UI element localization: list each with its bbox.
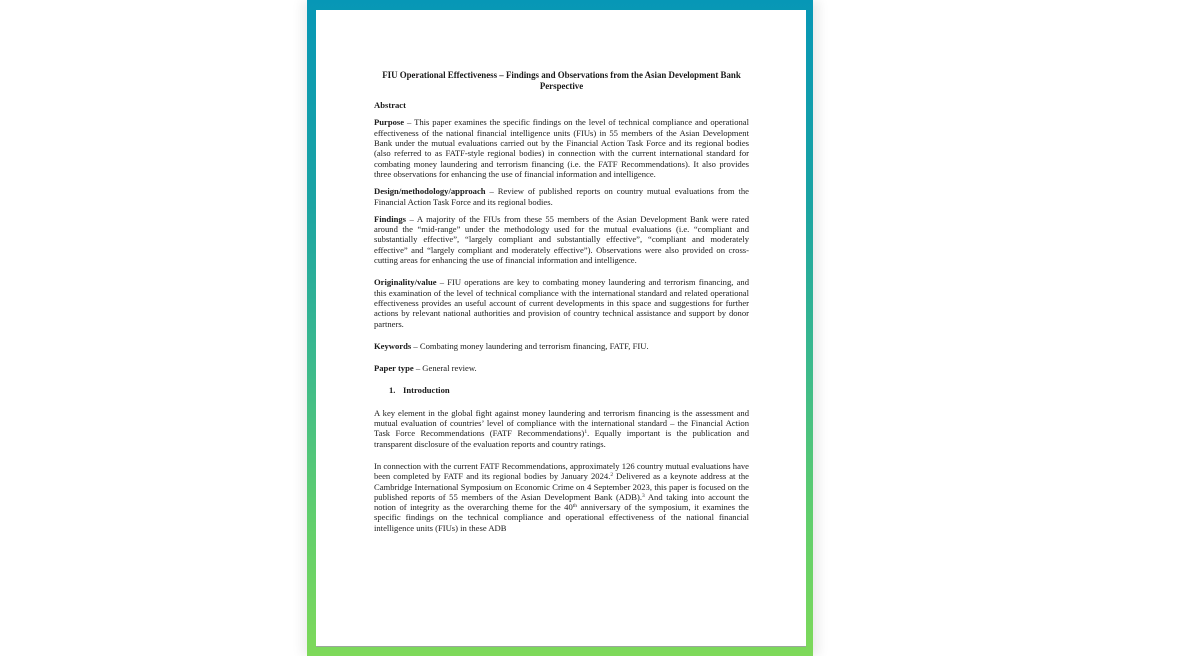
keywords-text: – Combating money laundering and terrorism financing, FATF, FIU. [411,340,649,351]
intro-p2-text-c: And taking into account the notion of integrity as the overarching theme for the 40 [374,491,749,513]
ordinal-suffix: th [572,503,578,510]
section-title: Introduction [403,385,450,396]
footnote-ref-3[interactable]: 3 [641,492,645,499]
design-text: – Review of published reports on country mutual evaluations from the Financial Action Task Force and its regional bodies. [374,186,749,207]
section-number: 1. [389,385,396,396]
abstract-heading: Abstract [374,100,406,111]
findings-label: Findings [374,213,407,224]
paper-type-label: Paper type [374,363,414,374]
intro-p2-text-b: Delivered as a keynote address at the Cambridge International Symposium on Economic Crime on 4 September 2023, this paper is focused on the published reports of 55 members of the Asian Development Bank (ADB). [374,471,749,502]
paper-title: FIU Operational Effectiveness – Findings and Observations from the Asian Development Bank Perspective [382,70,741,91]
keywords-label: Keywords [374,340,412,351]
intro-p2-text-d: anniversary of the symposium, it examines the specific findings on the technical compliance and operational effectiveness of the national financial intelligence units (FIUs) in these ADB [374,502,749,533]
footnote-ref-2[interactable]: 2 [610,472,614,479]
abstract-purpose [374,117,749,179]
intro-p1-text-a: A key element in the global fight against money laundering and terrorism financing is the assessment and mutual evaluation of countries’ level of compliance with the international standard – the Financial Action Task Force Recommendations (FATF Recommendations) [374,407,749,439]
document-frame [307,0,813,656]
abstract-keywords [374,341,749,351]
originality-label: Originality/value [374,277,437,288]
intro-paragraph-2 [374,461,749,533]
abstract-findings [374,214,749,265]
design-label: Design/methodology/approach [374,186,486,197]
abstract-originality [374,277,749,328]
findings-text: – A majority of the FIUs from these 55 members of the Asian Development Bank were rated around the “mid-range” under the methodology used for the mutual evaluations (i.e. “compliant and substantially effective”, “largely compliant and substantially effective”, “compliant and moderately effective” and “largely compliant and moderately effective”). Observations were also provided on cross-cutting areas for enhancing the use of financial information and intelligence. [374,213,749,266]
paper-type-text: – General review. [413,363,477,374]
paper-body [374,70,749,540]
purpose-text: – This paper examines the specific findings on the level of technical compliance and operational effectiveness of the national financial intelligence units (FIUs) in 55 members of the Asian Development Bank under the mutual evaluations carried out by the Financial Action Task Force and its regional bodies (also referred to as FATF-style regional bodies) in connection with the current international standard for combating money laundering and terrorism financing (i.e. the FATF Recommendations). It also provides three observations for enhancing the use of financial information and intelligence. [374,117,749,179]
section-heading-introduction [389,385,749,395]
originality-text: – FIU operations are key to combating money laundering and terrorism financing, and this examination of the level of technical compliance with the international standard and related operational effectiveness provides an useful account of current developments in this space and suggestions for further actions by relevant national authorities and provision of country technical assistance and support by donor partners. [374,277,749,329]
intro-p1-text-b: . Equally important is the publication and transparent disclosure of the evaluation reports and country ratings. [374,428,749,449]
intro-paragraph-1 [374,408,749,449]
intro-p2-text-a: In connection with the current FATF Recommendations, approximately 126 country mutual evaluations have been completed by FATF and its regional bodies by January 2024. [374,460,749,482]
document-page[interactable] [316,10,806,646]
abstract-design [374,186,749,207]
abstract-paper-type [374,363,749,373]
purpose-label: Purpose [374,117,405,128]
footnote-ref-1[interactable]: 1 [584,429,588,436]
